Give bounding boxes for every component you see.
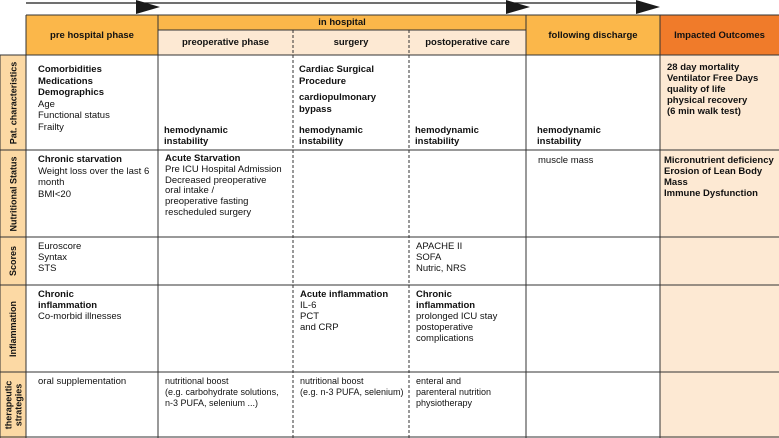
row-label-nutritional: Nutritional Status (8, 155, 19, 232)
preop-fasting: preoperative fasting (165, 196, 249, 208)
acute-starvation: Acute Starvation (165, 153, 241, 164)
nutrition-preop (162, 151, 293, 237)
inflammation-postop (413, 286, 526, 372)
subheader-postoperative: postoperative care (425, 37, 510, 48)
outcome-quality-of-life: quality of life (667, 84, 726, 95)
postop-instability: hemodynamic instability (415, 125, 479, 147)
outcome-ventilator: Ventilator Free Days (667, 73, 759, 84)
chronic-starvation: Chronic starvation (38, 154, 122, 165)
postoperative-label: postoperative (416, 322, 474, 333)
comorbid-illnesses: Co-morbid illnesses (38, 311, 122, 322)
pre-icu-admission: Pre ICU Hospital Admission (165, 163, 282, 175)
discharge-instability: hemodynamic instability (537, 125, 601, 147)
nutrition-pre-hospital (35, 151, 158, 237)
marker-crp: and CRP (300, 322, 339, 333)
postop-chronic-label: Chronic (416, 289, 452, 300)
pat-medications: Medications (38, 75, 93, 87)
pat-comorbidities: Comorbidities (38, 64, 102, 75)
preop-instability: hemodynamic instability (164, 125, 228, 147)
scores-pre-hospital (35, 238, 158, 285)
subheader-preoperative: preoperative phase (181, 37, 270, 48)
inflammation-label: inflammation (38, 300, 98, 311)
pat-functional-status: Functional status (38, 110, 110, 121)
outcome-immune: Immune Dysfunction (664, 188, 758, 199)
score-sofa: SOFA (416, 252, 442, 263)
physiotherapy: physiotherapy (416, 398, 473, 408)
nutrition-discharge: muscle mass (538, 155, 594, 166)
outcome-mortality: 28 day mortality (667, 62, 740, 73)
surgery-pufa: (e.g. n-3 PUFA, selenium) (300, 387, 404, 397)
row-label-pat: Pat. characteristics (8, 61, 19, 144)
inflammation-pre-hospital (35, 286, 158, 372)
therapy-pre-hospital: oral supplementation (38, 376, 127, 387)
pat-procedure: Procedure (299, 75, 346, 87)
bmi: BMI<20 (38, 188, 72, 200)
row-label-inflammation: Inflammation (8, 300, 19, 357)
parenteral-nutrition: parenteral nutrition (416, 387, 492, 397)
pat-outcomes (667, 62, 779, 150)
preop-boost: nutritional boost (165, 376, 229, 386)
row-label-therapeutic: therapeutic strategies (3, 380, 24, 429)
pat-surgery (299, 64, 409, 150)
pat-cardiopulmonary: cardiopulmonary (299, 92, 377, 103)
pat-bypass: bypass (299, 103, 332, 115)
nutrition-outcomes (661, 152, 779, 236)
preop-carbohydrate: (e.g. carbohydrate solutions, (165, 387, 279, 397)
pat-postop (409, 55, 526, 150)
pat-age: Age (38, 98, 55, 110)
enteral: enteral and (416, 376, 462, 386)
pat-discharge (526, 55, 660, 150)
score-apache: APACHE II (416, 241, 463, 252)
score-sts: STS (38, 263, 57, 274)
header-in-hospital-label: in hospital (318, 17, 366, 28)
score-nutric: Nutric, NRS (416, 263, 467, 274)
acute-inflammation: Acute inflammation (300, 289, 389, 300)
marker-pct: PCT (300, 311, 319, 322)
chronic-label: Chronic (38, 289, 74, 300)
score-syntax: Syntax (38, 252, 68, 263)
pat-frailty: Frailty (38, 121, 64, 133)
outcome-lean-body-mass: Erosion of Lean Body Mass (664, 166, 763, 188)
outcome-walk-test: (6 min walk test) (667, 106, 741, 117)
subheader-surgery: surgery (333, 37, 369, 48)
decreased-intake: Decreased preoperative (165, 174, 267, 186)
therapy-preop (162, 373, 293, 437)
prolonged-icu: prolonged ICU stay (416, 311, 498, 322)
pat-cardiac-surgical: Cardiac Surgical (299, 64, 374, 75)
weight-loss-month: month (38, 177, 65, 188)
surgery-boost: nutritional boost (300, 376, 364, 386)
weight-loss: Weight loss over the last 6 (38, 165, 150, 177)
rescheduled-surgery: rescheduled surgery (165, 206, 252, 218)
score-euroscore: Euroscore (38, 241, 82, 252)
surgery-instability: hemodynamic instability (299, 125, 363, 147)
outcome-physical-recovery: physical recovery (667, 95, 748, 106)
complications-label: complications (416, 333, 474, 344)
pat-preop (158, 55, 293, 150)
therapy-surgery (297, 373, 409, 437)
oral-intake: oral intake / (165, 185, 215, 197)
therapy-postop (413, 373, 526, 437)
header-pre-hospital-label: pre hospital phase (50, 29, 134, 41)
header-discharge-label: following discharge (548, 29, 638, 41)
row-label-scores: Scores (8, 245, 18, 277)
preop-pufa: n-3 PUFA, selenium ...) (165, 398, 259, 408)
header-outcomes-label: Impacted Outcomes (674, 29, 765, 41)
marker-il6: IL-6 (300, 300, 317, 311)
scores-postop (413, 238, 526, 285)
inflammation-surgery (297, 286, 409, 372)
postop-inflammation-label: inflammation (416, 300, 476, 311)
outcome-micronutrient: Micronutrient deficiency (664, 155, 774, 166)
pat-pre-hospital (38, 64, 156, 150)
pat-demographics: Demographics (38, 87, 104, 98)
